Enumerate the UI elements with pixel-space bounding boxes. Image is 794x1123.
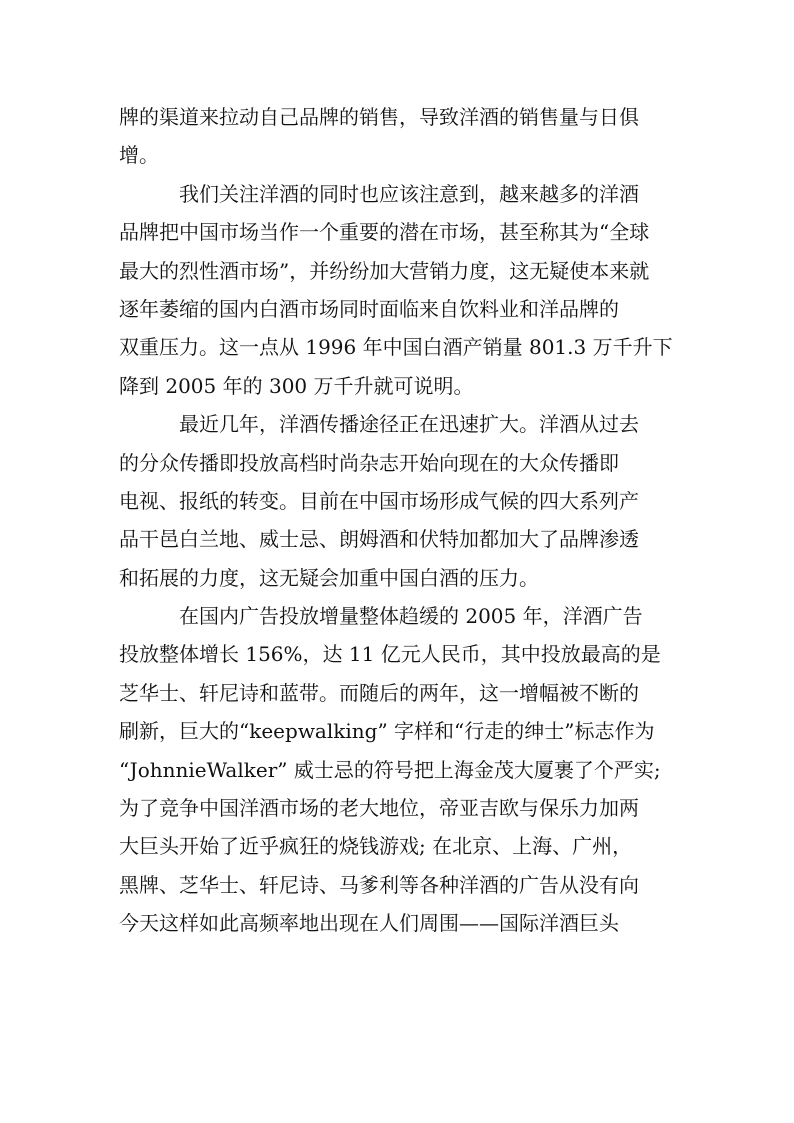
text-line: 刷新，巨大的“keepwalking” 字样和“行走的绅士”标志作为: [119, 719, 655, 744]
text-line: 双重压力。这一点从 1996 年中国白酒产销量 801.3 万千升下: [119, 335, 673, 360]
text-line: 降到 2005 年的 300 万千升就可说明。: [119, 373, 474, 398]
text-line: 品干邑白兰地、威士忌、朗姆酒和伏特加都加大了品牌渗透: [119, 527, 639, 552]
text-line: 和拓展的力度，这无疑会加重中国白酒的压力。: [119, 565, 539, 590]
text-line: 今天这样如此高频率地出现在人们周围——国际洋酒巨头: [119, 911, 619, 936]
text-line: 增。: [119, 143, 159, 168]
text-line: 在国内广告投放增量整体趋缓的 2005 年，洋酒广告: [179, 604, 643, 629]
text-line: 逐年萎缩的国内白酒市场同时面临来自饮料业和洋品牌的: [119, 296, 619, 321]
text-line: 芝华士、轩尼诗和蓝带。而随后的两年，这一增幅被不断的: [119, 680, 639, 705]
text-line: 品牌把中国市场当作一个重要的潜在市场，甚至称其为“全球: [119, 220, 650, 245]
text-line: 最大的烈性酒市场”，并纷纷加大营销力度，这无疑使本来就: [119, 258, 650, 283]
text-line: 最近几年，洋酒传播途径正在迅速扩大。洋酒从过去: [179, 412, 639, 437]
text-line: 投放整体增长 156%，达 11 亿元人民币，其中投放最高的是: [119, 642, 661, 667]
text-line: 的分众传播即投放高档时尚杂志开始向现在的大众传播即: [119, 450, 619, 475]
text-line: 为了竞争中国洋酒市场的老大地位，帝亚吉欧与保乐力加两: [119, 796, 639, 821]
text-line: 黑牌、芝华士、轩尼诗、马爹利等各种洋酒的广告从没有向: [119, 872, 639, 897]
text-line: 电视、报纸的转变。目前在中国市场形成气候的四大系列产: [119, 488, 639, 513]
text-line: 我们关注洋酒的同时也应该注意到，越来越多的洋酒: [179, 181, 639, 206]
text-line: 大巨头开始了近乎疯狂的烧钱游戏; 在北京、上海、广州，: [119, 834, 633, 859]
body-text: [119, 98, 675, 943]
text-line: “JohnnieWalker” 威士忌的符号把上海金茂大厦裹了个严实;: [119, 757, 661, 782]
text-line: 牌的渠道来拉动自己品牌的销售，导致洋酒的销售量与日俱: [119, 105, 639, 129]
